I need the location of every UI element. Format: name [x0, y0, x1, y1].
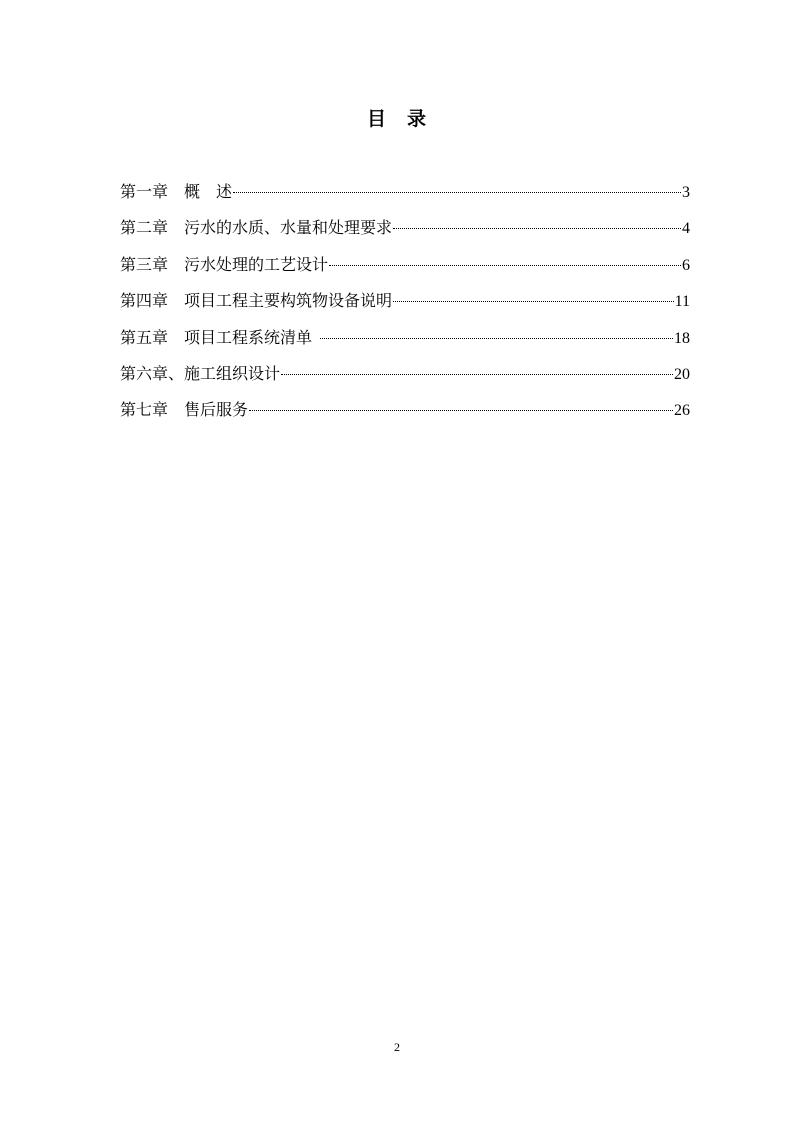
toc-entry-chapter-1 [120, 178, 690, 214]
dot-leader [233, 191, 681, 193]
toc-entry-label: 第五章 项目工程系统清单 [120, 327, 313, 347]
toc-entry-chapter-2 [120, 214, 690, 250]
toc-entry-chapter-6 [120, 360, 690, 396]
toc-entry-label: 第二章 污水的水质、水量和处理要求 [120, 218, 393, 238]
toc-entry-chapter-4 [120, 287, 690, 323]
table-of-contents [120, 178, 690, 433]
toc-entry-label: 第四章 项目工程主要构筑物设备说明 [120, 291, 393, 311]
toc-entry-page: 26 [674, 402, 690, 420]
toc-entry-page: 3 [682, 184, 690, 201]
toc-entry-label: 第三章 污水处理的工艺设计 [120, 254, 329, 274]
toc-entry-page: 11 [674, 293, 690, 311]
toc-entry-page: 6 [682, 256, 690, 274]
page-title: 目 录 [366, 108, 427, 130]
toc-entry-label: 第七章 售后服务 [120, 400, 249, 420]
toc-entry-label: 第六章、施工组织设计 [120, 363, 281, 383]
toc-entry-label: 第一章 概 述 [120, 182, 233, 201]
page-number: 2 [394, 1040, 400, 1054]
toc-entry-chapter-5 [120, 324, 690, 360]
dot-leader [281, 373, 673, 375]
toc-entry-chapter-3 [120, 251, 690, 287]
toc-entry-page: 20 [674, 365, 690, 383]
dot-leader [393, 227, 681, 229]
toc-entry-page: 4 [682, 220, 690, 238]
dot-leader [393, 300, 674, 302]
dot-leader [249, 409, 673, 411]
toc-entry-chapter-7 [120, 396, 690, 432]
dot-leader [320, 337, 673, 339]
toc-entry-page: 18 [674, 329, 690, 347]
dot-leader [329, 264, 681, 266]
